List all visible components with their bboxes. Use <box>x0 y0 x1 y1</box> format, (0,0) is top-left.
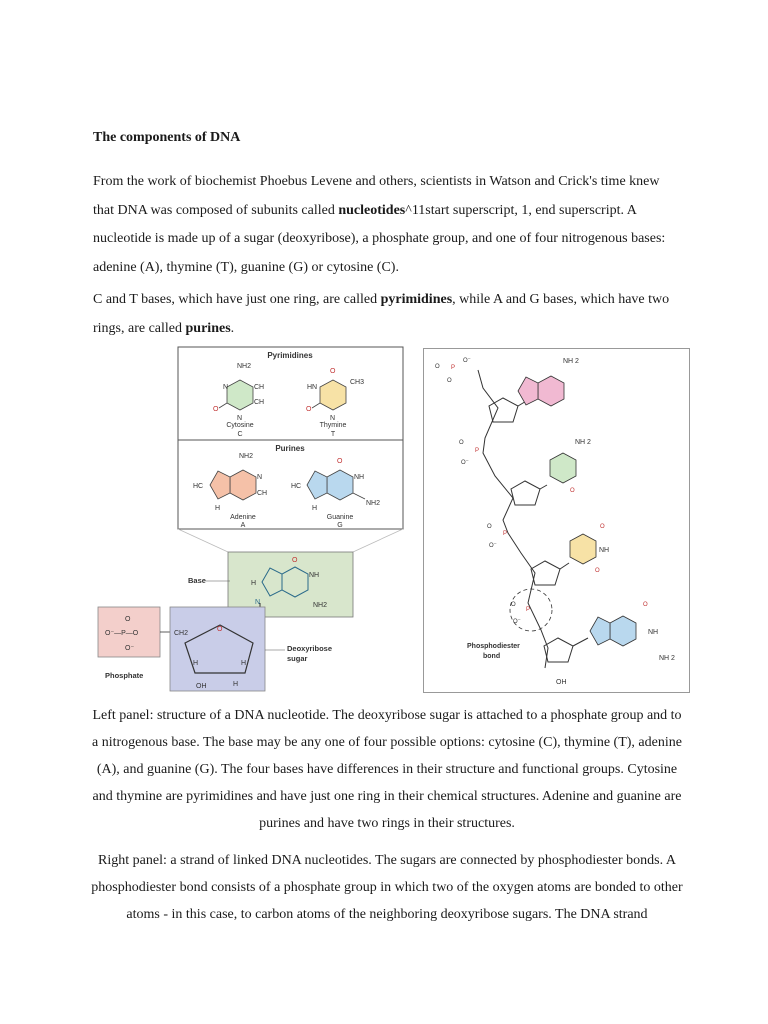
caption-left-panel: Left panel: structure of a DNA nucleotide. The deoxyribose sugar is attached to a phosphate group and to a nitrogenous base. The base may be any one of four possible options: cytosine (C), thymine (T), adenine (A), and guanine (G). The four bases have differences in their structure and functional groups. Cytosine and thymine are pyrimidines and have just one ring in their chemical structures. Adenine and guanine are purines and have two rings in their structures. <box>92 708 682 831</box>
adenine-name: Adenine <box>230 514 256 521</box>
thymine-letter: T <box>330 431 336 438</box>
nucleotide-structure-figure <box>95 345 415 695</box>
svg-text:N: N <box>237 415 243 422</box>
term-purines: purines <box>185 320 231 336</box>
guanine-name: Guanine <box>326 514 354 521</box>
svg-text:O: O <box>511 602 516 608</box>
cytosine-letter: C <box>237 431 243 438</box>
term-pyrimidines: pyrimidines <box>380 292 453 307</box>
svg-text:O: O <box>487 524 492 530</box>
svg-text:P: P <box>503 531 508 537</box>
guanine-letter: G <box>337 522 343 529</box>
cytosine-name: Cytosine <box>226 422 254 429</box>
svg-text:P: P <box>526 607 531 613</box>
svg-text:N: N <box>223 384 229 391</box>
svg-text:NH2: NH2 <box>239 453 254 460</box>
svg-text:O⁻: O⁻ <box>489 543 497 549</box>
svg-text:HC: HC <box>193 483 204 490</box>
base-label: Base <box>188 576 206 585</box>
svg-text:P: P <box>475 448 480 454</box>
svg-text:P: P <box>451 365 456 371</box>
svg-text:CH2: CH2 <box>174 630 189 637</box>
svg-text:OH: OH <box>196 683 207 690</box>
svg-text:N: N <box>257 474 263 481</box>
svg-text:NH 2: NH 2 <box>575 439 591 446</box>
svg-text:HN: HN <box>307 384 318 391</box>
svg-text:O⁻: O⁻ <box>513 619 521 625</box>
svg-text:NH: NH <box>648 629 659 636</box>
sugar-label-1: Deoxyribose <box>287 644 333 653</box>
paragraph-bases <box>93 286 683 343</box>
caption-right-panel: Right panel: a strand of linked DNA nucleotides. The sugars are connected by phosphodiester bonds. A phosphodiester bond consists of a phosphate group in which two of the oxygen atoms are bonded to other atoms - in this case, to carbon atoms of the neighboring deoxyribose sugars. The DNA strand <box>91 853 683 922</box>
svg-text:CH3: CH3 <box>350 379 365 386</box>
para2-text-a: C and T bases, which have just one ring, are called <box>93 292 381 307</box>
svg-text:NH 2: NH 2 <box>563 358 579 365</box>
svg-text:HC: HC <box>291 483 302 490</box>
dna-strand-figure <box>423 348 690 693</box>
svg-text:N: N <box>255 599 261 606</box>
term-nucleotides: nucleotides <box>338 202 406 218</box>
svg-text:O: O <box>595 568 600 574</box>
svg-text:O: O <box>570 488 575 494</box>
svg-text:O: O <box>600 524 605 530</box>
para1-text-b: ^11start superscript, 1, end superscript. A nucleotide is made up of a sugar (deoxyribose), a phosphate group, and one of four nitrogenous bases: adenine (A), thymine (T), guanine (G) or cytosine (C). <box>93 202 666 275</box>
svg-text:H: H <box>193 660 199 667</box>
pyrimidines-heading: Pyrimidines <box>267 351 313 360</box>
svg-text:H: H <box>312 505 318 512</box>
svg-text:NH 2: NH 2 <box>659 655 675 662</box>
svg-text:H: H <box>251 580 257 587</box>
para2-text-c: . <box>230 320 235 336</box>
phosphodiester-label-1: Phosphodiester <box>467 643 520 650</box>
svg-text:O: O <box>125 616 131 623</box>
page-title: The components of DNA <box>93 130 241 145</box>
para1-text-a: From the work of biochemist Phoebus Levene and others, scientists in Watson and Crick's time knew that DNA was composed of subunits called <box>93 174 660 218</box>
svg-text:CH: CH <box>257 490 268 497</box>
paragraph-nucleotides <box>93 168 683 282</box>
svg-text:O: O <box>292 557 298 564</box>
sugar-label-2: sugar <box>287 654 308 663</box>
svg-text:O: O <box>337 458 343 465</box>
svg-text:O: O <box>306 406 312 413</box>
svg-text:H: H <box>233 681 239 688</box>
svg-text:CH: CH <box>254 384 265 391</box>
svg-text:O: O <box>330 368 336 375</box>
phosphate-label: Phosphate <box>105 671 144 680</box>
svg-text:O⁻: O⁻ <box>461 460 469 466</box>
svg-text:CH: CH <box>254 399 265 406</box>
svg-text:H: H <box>215 505 221 512</box>
svg-text:NH2: NH2 <box>237 363 252 370</box>
svg-text:N: N <box>330 415 336 422</box>
phosphate-formula: O⁻—P—O <box>105 630 139 637</box>
svg-text:NH: NH <box>354 474 365 481</box>
svg-text:O: O <box>459 440 464 446</box>
svg-text:O: O <box>435 364 440 370</box>
svg-text:O: O <box>217 626 223 633</box>
svg-text:O: O <box>643 602 648 608</box>
para2-text-b: , while A and G bases, which have two rings, are called <box>93 292 670 336</box>
svg-text:O: O <box>447 378 452 384</box>
terminal-oh: OH <box>556 679 567 686</box>
svg-text:NH: NH <box>599 547 610 554</box>
svg-text:O⁻: O⁻ <box>125 645 135 652</box>
svg-text:O: O <box>213 406 219 413</box>
svg-text:H: H <box>241 660 247 667</box>
phosphodiester-label-2: bond <box>483 653 501 660</box>
svg-text:NH2: NH2 <box>313 602 328 609</box>
thymine-name: Thymine <box>319 422 347 429</box>
purines-heading: Purines <box>275 444 305 453</box>
svg-text:NH2: NH2 <box>366 500 381 507</box>
svg-text:NH: NH <box>309 572 320 579</box>
svg-text:O⁻: O⁻ <box>463 358 471 364</box>
adenine-letter: A <box>240 522 246 529</box>
